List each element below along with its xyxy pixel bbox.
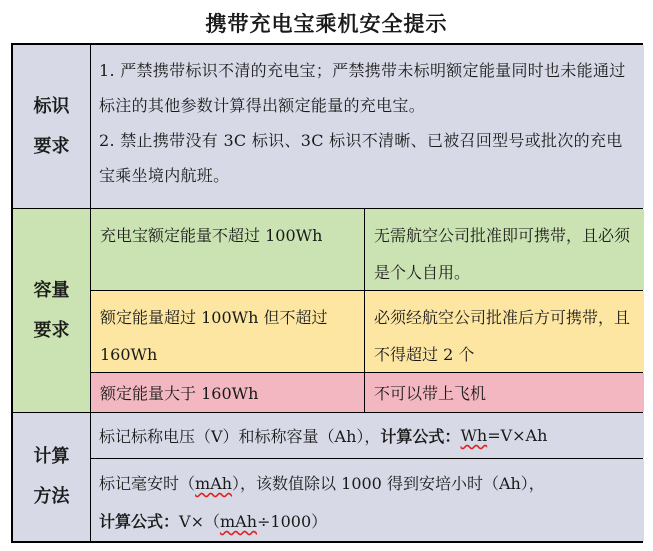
- calc1-formula-label: 计算公式：: [380, 427, 461, 446]
- calculation-header-line2: 方法: [33, 486, 70, 507]
- calc1-formula-wh: Wh: [460, 426, 488, 445]
- calc2-text-a: 标记毫安时（: [99, 474, 196, 493]
- capacity-condition-under-100wh: 充电宝额定能量不超过 100Wh: [91, 209, 364, 290]
- calculation-method-2: [91, 459, 644, 541]
- id-requirements-header-line1: 标识: [33, 95, 70, 117]
- calc2-mah: mAh: [195, 474, 233, 493]
- page-title: 携带充电宝乘机安全提示: [205, 12, 448, 36]
- calc2-line-2: [99, 503, 636, 541]
- capacity-rule-over-160wh: 不可以带上飞机: [365, 373, 644, 412]
- capacity-requirements-header: [13, 209, 90, 412]
- capacity-condition-100-160wh: 额定能量超过 100Wh 但不超过 160Wh: [91, 291, 364, 372]
- calc2-formula-label: 计算公式：: [99, 512, 180, 531]
- calculation-method-1: [91, 413, 644, 458]
- calc2-formula-mah: mAh: [219, 512, 258, 531]
- id-requirements-content: [91, 45, 644, 208]
- capacity-header-line2: 要求: [33, 319, 70, 341]
- safety-table: [11, 43, 643, 543]
- id-requirement-item-2: 2. 禁止携带没有 3C 标识、3C 标识不清晰、已被召回型号或批次的充电宝乘坐境内航班。: [99, 131, 623, 185]
- capacity-header-line1: 容量: [33, 279, 70, 301]
- id-requirements-header: [13, 45, 90, 208]
- calc2-text-b: ），该数值除以 1000 得到安培小时（Ah），: [232, 474, 545, 493]
- id-requirement-item-1: 1. 严禁携带标识不清的充电宝；严禁携带未标明额定能量同时也未能通过标注的其他参数计算得出额定能量的充电宝。: [99, 61, 626, 115]
- calc1-text: 标记标称电压（V）和标称容量（Ah），: [99, 427, 381, 446]
- id-requirements-header-line2: 要求: [33, 135, 70, 157]
- capacity-condition-over-160wh: 额定能量大于 160Wh: [91, 373, 364, 412]
- calc2-formula-b: ÷1000）: [257, 512, 328, 531]
- capacity-rule-100-160wh: 必须经航空公司批准后方可携带，且不得超过 2 个: [365, 291, 644, 372]
- capacity-rule-under-100wh: 无需航空公司批准即可携带，且必须是个人自用。: [365, 209, 644, 290]
- calc2-line-1: [99, 465, 636, 503]
- calc1-formula-rest: =V×Ah: [487, 426, 548, 445]
- calc2-formula-a: V×（: [179, 512, 220, 531]
- calculation-header: [13, 413, 90, 541]
- calculation-header-line1: 计算: [33, 446, 70, 467]
